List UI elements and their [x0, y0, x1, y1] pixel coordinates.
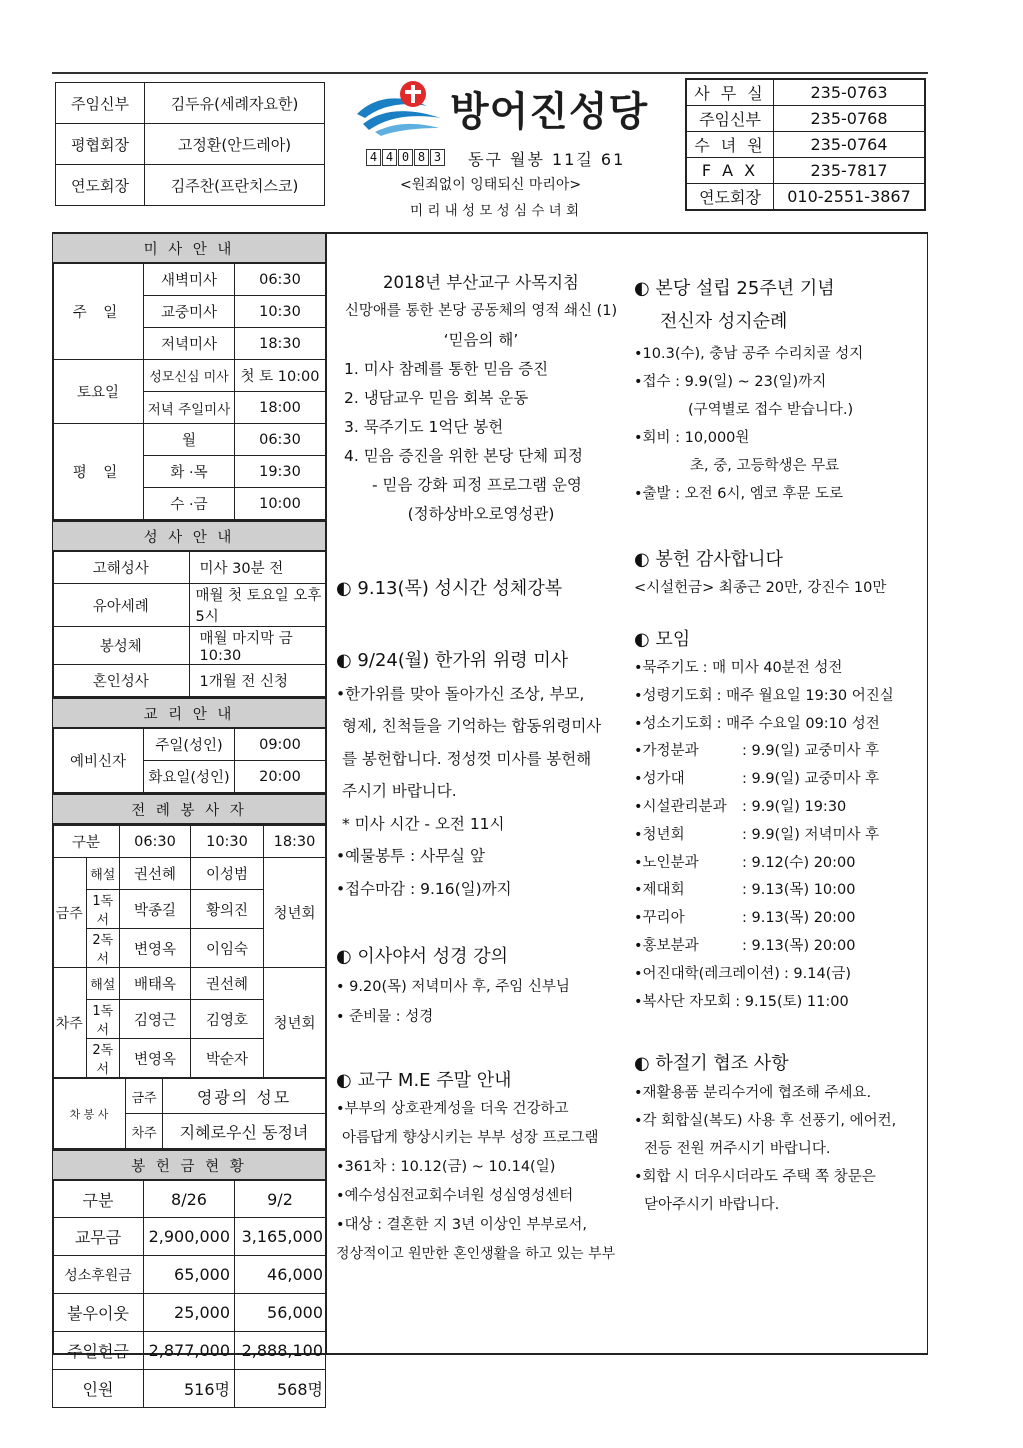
mass-name: 새벽미사 — [144, 263, 235, 296]
meeting-schedule: : 9.13(목) 20:00 — [742, 937, 856, 954]
me-heading: ◐ 교구 M.E 주말 안내 — [336, 1070, 512, 1091]
meeting-name: •꾸리아 — [634, 910, 685, 927]
memorial-line: 주시기 바랍니다. — [342, 782, 457, 800]
meeting-name: •노인분과 — [634, 854, 699, 871]
staff-role: 평협회장 — [56, 124, 145, 165]
memorial-line: •접수마감 : 9.16(일)까지 — [336, 879, 512, 898]
catechism-time: 09:00 — [235, 728, 326, 761]
meeting-row — [634, 683, 924, 711]
meeting-row — [634, 961, 924, 989]
car-service-label: 차 봉 사 — [53, 1079, 126, 1149]
catechism-day: 주일(성인) — [144, 728, 235, 761]
meeting-name: •제대회 — [634, 882, 685, 899]
meeting-row — [634, 711, 924, 739]
server-name: 박순자 — [191, 1039, 264, 1078]
next-week-label: 차주 — [53, 968, 87, 1078]
memorial-line: 를 봉헌합니다. 정성껏 미사를 봉헌해 — [342, 749, 592, 768]
pilgrimage-heading: ◐ 본당 설립 25주년 기념 — [634, 278, 835, 299]
zip-code — [366, 147, 446, 166]
pilgrimage-heading: 전신자 성지순례 — [660, 311, 788, 332]
sacrament-name: 봉성체 — [53, 627, 190, 665]
meeting-schedule: : 9.12(수) 20:00 — [742, 854, 856, 871]
memorial-mass-section — [336, 645, 626, 905]
mass-time: 10:00 — [235, 488, 326, 520]
memorial-line: •예물봉투 : 사무실 앞 — [336, 847, 485, 865]
church-title: 방어진성당 — [450, 89, 649, 135]
meeting-name: •성가대 — [634, 771, 685, 788]
car-week: 금주 — [126, 1079, 163, 1114]
meetings-list — [634, 655, 924, 1016]
car-service-table — [52, 1078, 326, 1149]
server-name: 이임숙 — [191, 929, 264, 968]
phone-number: 235-0764 — [774, 132, 926, 158]
policy-title: 2018년 부산교구 사목지침 — [383, 273, 579, 292]
staff-name: 김주찬(프란치스코) — [145, 165, 325, 206]
mass-time: 06:30 — [235, 263, 326, 296]
sacrament-title: 성 사 안 내 — [53, 521, 326, 551]
me-line: •대상 : 결혼한 지 3년 이상인 부부로서, — [336, 1217, 588, 1233]
offering-amount: 46,000 — [235, 1256, 326, 1294]
meetings-heading: ◐ 모임 — [634, 629, 691, 650]
meeting-name: •성령기도회 — [634, 687, 713, 704]
meeting-name: •복사단 자모회 — [634, 993, 732, 1010]
mass-title: 미 사 안 내 — [53, 233, 326, 263]
sacrament-info: 매월 첫 토요일 오후 5시 — [189, 584, 326, 627]
sacrament-info: 매월 마지막 금 10:30 — [189, 627, 326, 665]
mass-name: 성모신심 미사 — [144, 360, 235, 392]
address: 동구 월봉 11길 61 — [468, 150, 626, 169]
meeting-row — [634, 905, 924, 933]
me-line: •부부의 상호관계성을 더욱 건강하고 — [336, 1101, 569, 1117]
nuns-label: 미 리 내 성 모 성 심 수 녀 회 — [410, 203, 580, 219]
mass-name: 저녁미사 — [144, 328, 235, 360]
meeting-schedule: : 9.13(목) 20:00 — [742, 910, 856, 927]
server-name: 권선혜 — [191, 968, 264, 1000]
left-column — [52, 232, 326, 1408]
servers-head: 구분 — [53, 826, 120, 858]
sacrament-table — [52, 520, 326, 697]
isaiah-section — [336, 942, 626, 1032]
sacrament-name: 유아세례 — [53, 584, 190, 627]
staff-name: 고정환(안드레아) — [145, 124, 325, 165]
offering-amount: 516명 — [144, 1370, 235, 1408]
mass-name: 수 ·금 — [144, 488, 235, 520]
me-line: •361차 : 10.12(금) ~ 10.14(일) — [336, 1159, 556, 1175]
summer-heading: ◐ 하절기 협조 사항 — [634, 1053, 789, 1074]
pilgrimage-line: •접수 : 9.9(일) ~ 23(일)까지 — [634, 374, 827, 390]
mass-time: 18:00 — [235, 392, 326, 424]
catechumen-label: 예비신자 — [53, 728, 144, 793]
meeting-name: •성소기도회 — [634, 715, 713, 732]
policy-item: 3. 묵주기도 1억단 봉헌 — [344, 418, 504, 436]
server-name: 권선혜 — [120, 858, 191, 890]
phone-number: 235-7817 — [774, 158, 926, 184]
church-logo — [355, 78, 445, 138]
phone-number: 010-2551-3867 — [774, 184, 926, 211]
offering-head: 구분 — [53, 1180, 144, 1218]
offering-item: 불우이웃 — [53, 1294, 144, 1332]
isaiah-heading: ◐ 이사야서 성경 강의 — [336, 946, 508, 967]
isaiah-line: • 준비물 : 성경 — [336, 1009, 434, 1025]
sacrament-name: 고해성사 — [53, 551, 190, 584]
server-name: 배태옥 — [120, 968, 191, 1000]
catechism-title: 교 리 안 내 — [53, 698, 326, 728]
sacrament-name: 혼인성사 — [53, 665, 190, 697]
mass-table — [52, 232, 326, 520]
policy-item: 4. 믿음 증진을 위한 본당 단체 피정 — [344, 447, 584, 465]
thanks-heading: ◐ 봉헌 감사합니다 — [634, 549, 783, 570]
servers-head: 10:30 — [191, 826, 264, 858]
offering-item: 주일헌금 — [53, 1332, 144, 1370]
sacrament-info: 1개월 전 신청 — [189, 665, 326, 697]
memorial-mass-heading: ◐ 9/24(월) 한가위 위령 미사 — [336, 650, 569, 671]
meeting-schedule: : 매주 월요일 19:30 어진실 — [716, 687, 894, 704]
car-week: 차주 — [126, 1114, 163, 1149]
phone-label: 수 녀 원 — [686, 132, 774, 158]
staff-name: 김두유(세례자요한) — [145, 83, 325, 124]
meeting-row — [634, 655, 924, 683]
youth-group: 청년회 — [264, 968, 326, 1078]
thanks-section — [634, 545, 924, 603]
offering-amount: 65,000 — [144, 1256, 235, 1294]
server-name: 박종길 — [120, 890, 191, 929]
meeting-schedule: : 9.14(금) — [783, 965, 852, 982]
meeting-schedule: : 9.9(일) 교중미사 후 — [742, 743, 880, 760]
mass-name: 저녁 주일미사 — [144, 392, 235, 424]
meeting-schedule: : 9.9(일) 교중미사 후 — [742, 771, 880, 788]
meeting-row — [634, 933, 924, 961]
memorial-line: * 미사 시간 - 오전 11시 — [342, 814, 505, 833]
policy-extra: (정하상바오로영성관) — [407, 505, 555, 523]
offering-title: 봉 헌 금 현 황 — [53, 1150, 326, 1180]
saturday-label: 토요일 — [53, 360, 144, 424]
server-role: 2독서 — [86, 929, 120, 968]
server-name: 변영옥 — [120, 1039, 191, 1078]
pilgrimage-line: •출발 : 오전 6시, 엠코 후문 도로 — [634, 486, 844, 502]
mass-time: 첫 토 10:00 — [235, 360, 326, 392]
mass-time: 18:30 — [235, 328, 326, 360]
memorial-line: 형제, 친척들을 기억하는 합동위령미사 — [342, 717, 602, 735]
pilgrimage-line: (구역별로 접수 받습니다.) — [688, 402, 854, 418]
meeting-row — [634, 822, 924, 850]
pilgrimage-line: •10.3(수), 충남 공주 수리치골 성지 — [634, 346, 864, 362]
meeting-row — [634, 738, 924, 766]
server-role: 해설 — [86, 968, 120, 1000]
phone-number: 235-0768 — [774, 106, 926, 132]
offering-table — [52, 1149, 326, 1408]
middle-column — [336, 268, 626, 529]
mass-name: 교중미사 — [144, 296, 235, 328]
offering-amount: 568명 — [235, 1370, 326, 1408]
zip-digit: 4 — [366, 149, 381, 166]
meeting-schedule: : 9.9(일) 19:30 — [742, 798, 847, 815]
phone-label: 사 무 실 — [686, 79, 774, 106]
meeting-name: •홍보분과 — [634, 937, 699, 954]
phone-table — [685, 78, 926, 211]
meeting-row — [634, 794, 924, 822]
servers-grid — [52, 825, 326, 1078]
phone-label: 주임신부 — [686, 106, 774, 132]
meeting-schedule: : 매 미사 40분전 성전 — [702, 660, 843, 676]
policy-item: 1. 미사 참례를 통한 믿음 증진 — [344, 360, 549, 378]
policy-year: ‘믿음의 해’ — [443, 331, 519, 349]
sacrament-info: 미사 30분 전 — [189, 551, 326, 584]
holy-hour-heading: ◐ 9.13(목) 성시간 성체강복 — [336, 578, 563, 599]
me-line: 정상적이고 원만한 혼인생활을 하고 있는 부부 — [336, 1246, 616, 1262]
zip-digit: 0 — [398, 149, 413, 166]
offering-item: 성소후원금 — [53, 1256, 144, 1294]
servers-title: 전 례 봉 사 자 — [53, 794, 326, 824]
summer-line: 전등 전원 꺼주시기 바랍니다. — [644, 1141, 831, 1157]
car-group: 영광의 성모 — [163, 1079, 326, 1114]
subtitle: <원죄없이 잉태되신 마리아> — [400, 177, 582, 193]
offering-amount: 2,888,100 — [235, 1332, 326, 1370]
server-name: 이성범 — [191, 858, 264, 890]
zip-digit: 8 — [414, 149, 429, 166]
top-rule — [52, 72, 928, 74]
meeting-name: •청년회 — [634, 826, 685, 843]
summer-line: •회합 시 더우시더라도 주택 쪽 창문은 — [634, 1169, 876, 1185]
catechism-time: 20:00 — [235, 761, 326, 793]
policy-subtitle: 신망애를 통한 본당 공동체의 영적 쇄신 (1) — [344, 303, 618, 319]
server-role: 2독서 — [86, 1039, 120, 1078]
server-role: 1독서 — [86, 890, 120, 929]
mass-time: 19:30 — [235, 456, 326, 488]
offering-amount: 2,877,000 — [144, 1332, 235, 1370]
server-role: 1독서 — [86, 1000, 120, 1039]
meeting-row — [634, 766, 924, 794]
pilgrimage-line: 초, 중, 고등학생은 무료 — [690, 458, 840, 474]
car-group: 지혜로우신 동정녀 — [163, 1114, 326, 1149]
summer-section — [634, 1049, 924, 1219]
meeting-row — [634, 989, 924, 1017]
summer-line: •각 회합실(복도) 사용 후 선풍기, 에어컨, — [634, 1113, 897, 1129]
staff-table — [55, 82, 325, 206]
mass-time: 06:30 — [235, 424, 326, 456]
meeting-schedule: : 매주 수요일 09:10 성전 — [716, 715, 880, 732]
offering-amount: 56,000 — [235, 1294, 326, 1332]
offering-item: 교무금 — [53, 1218, 144, 1256]
phone-number: 235-0763 — [774, 79, 926, 106]
meeting-name: •가정분과 — [634, 743, 699, 760]
memorial-line: •한가위를 맞아 돌아가신 조상, 부모, — [336, 684, 585, 703]
mass-time: 10:30 — [235, 296, 326, 328]
me-line: 아름답게 향상시키는 부부 성장 프로그램 — [342, 1130, 599, 1146]
summer-line: •재활용품 분리수거에 협조해 주세요. — [634, 1085, 872, 1101]
staff-role: 주임신부 — [56, 83, 145, 124]
servers-head: 06:30 — [120, 826, 191, 858]
offering-item: 인원 — [53, 1370, 144, 1408]
offering-head: 9/2 — [235, 1180, 326, 1218]
isaiah-line: • 9.20(목) 저녁미사 후, 주임 신부님 — [336, 979, 570, 995]
catechism-day: 화요일(성인) — [144, 761, 235, 793]
pilgrimage-line: •회비 : 10,000원 — [634, 430, 750, 446]
server-name: 황의진 — [191, 890, 264, 929]
youth-group: 청년회 — [264, 858, 326, 968]
meeting-schedule: : 9.13(목) 10:00 — [742, 882, 856, 899]
server-role: 해설 — [86, 858, 120, 890]
server-name: 변영옥 — [120, 929, 191, 968]
zip-digit: 3 — [430, 149, 445, 166]
meeting-name: •어진대학(레크레이션) — [634, 965, 780, 982]
this-week-label: 금주 — [53, 858, 87, 968]
summer-line: 닫아주시기 바랍니다. — [644, 1197, 780, 1213]
server-name: 김영호 — [191, 1000, 264, 1039]
meeting-row — [634, 877, 924, 905]
policy-extra: - 믿음 강화 피정 프로그램 운영 — [372, 476, 582, 494]
policy-item: 2. 냉담교우 믿음 회복 운동 — [344, 389, 529, 407]
phone-label: 연도회장 — [686, 184, 774, 211]
me-line: •예수성심전교회수녀원 성심영성센터 — [336, 1188, 574, 1204]
me-section — [336, 1066, 626, 1269]
offering-head: 8/26 — [144, 1180, 235, 1218]
meeting-name: •시설관리분과 — [634, 798, 727, 815]
sunday-label: 주 일 — [53, 263, 144, 360]
offering-amount: 2,900,000 — [144, 1218, 235, 1256]
meeting-schedule: : 9.15(토) 11:00 — [735, 993, 849, 1010]
meeting-row — [634, 850, 924, 878]
thanks-line: <시설헌금> 최종근 20만, 강진수 10만 — [634, 580, 887, 596]
mass-name: 화 ·목 — [144, 456, 235, 488]
catechism-table — [52, 697, 326, 793]
weekday-label: 평 일 — [53, 424, 144, 520]
offering-amount: 25,000 — [144, 1294, 235, 1332]
meeting-name: •묵주기도 — [634, 660, 699, 676]
servers-head: 18:30 — [264, 826, 326, 858]
phone-label: F A X — [686, 158, 774, 184]
mass-name: 월 — [144, 424, 235, 456]
staff-role: 연도회장 — [56, 165, 145, 206]
meeting-schedule: : 9.9(일) 저녁미사 후 — [742, 826, 880, 843]
holy-hour-section — [336, 574, 626, 603]
offering-amount: 3,165,000 — [235, 1218, 326, 1256]
pilgrimage-section — [634, 274, 924, 508]
server-name: 김영근 — [120, 1000, 191, 1039]
zip-digit: 4 — [382, 149, 397, 166]
servers-table — [52, 793, 326, 825]
meetings-section — [634, 625, 924, 1016]
